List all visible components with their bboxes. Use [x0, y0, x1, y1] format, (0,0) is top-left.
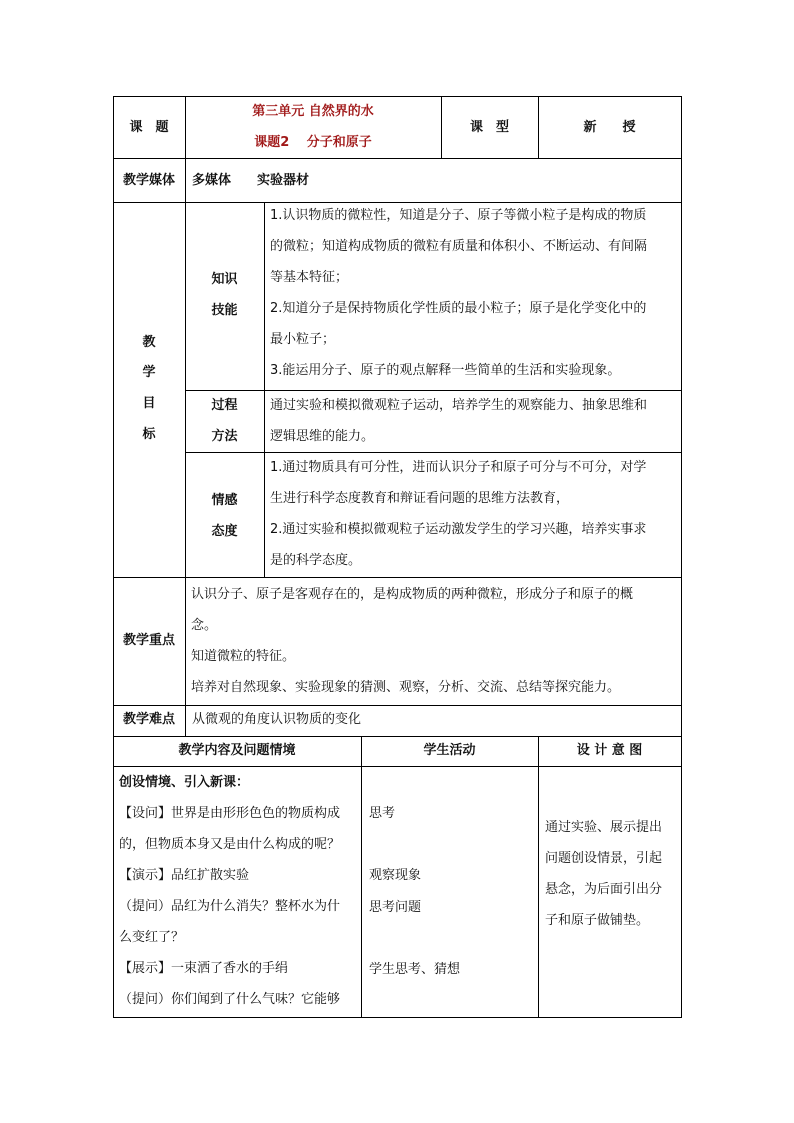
- process-text: [270, 390, 680, 452]
- text-line: 等基本特征；: [270, 270, 349, 285]
- knowledge-label: 知识: [211, 272, 238, 287]
- media-label: 教学媒体: [122, 173, 175, 188]
- knowledge-label: 技能: [211, 303, 238, 318]
- knowledge-text: [270, 200, 680, 386]
- text-line: 生进行科学态度教育和辩证看问题的思维方法教育，: [270, 491, 570, 506]
- text-line: 培养对自然现象、实验现象的猜测、观察，分析、交流、总结等探究能力。: [191, 680, 621, 695]
- lesson-plan-table: [113, 96, 682, 1018]
- table-border-bottom: [113, 1017, 682, 1018]
- student-activity: 观察现象: [369, 868, 422, 883]
- emotion-label: 态度: [211, 524, 238, 539]
- text-line: 1.通过物质具有可分性，进而认识分子和原子可分与不可分，对学: [270, 460, 647, 475]
- text-line: 问题创设情景，引起: [545, 851, 663, 866]
- text-line: 通过实验和模拟微观粒子运动，培养学生的观察能力、抽象思维和: [270, 398, 648, 413]
- text-line: 知道微粒的特征。: [191, 649, 296, 664]
- text-line: 3.能运用分子、原子的观点解释一些简单的生活和实验现象。: [270, 363, 621, 378]
- row-divider: [113, 158, 682, 159]
- media-value: 多媒体 实验器材: [192, 173, 310, 188]
- objectives-label-char: 目: [142, 396, 156, 411]
- row-divider: [113, 736, 682, 737]
- column-header-activity: 学生活动: [423, 743, 476, 758]
- text-line: 最小粒子；: [270, 332, 336, 347]
- row-divider: [113, 705, 682, 706]
- student-activity: 学生思考、猜想: [369, 962, 461, 977]
- difficulty-value: 从微观的角度认识物质的变化: [192, 712, 362, 727]
- text-line: 是的科学态度。: [270, 553, 362, 568]
- content-line: 【演示】品红扩散实验: [119, 868, 250, 883]
- type-value: 新 授: [583, 120, 636, 135]
- process-label: 过程: [211, 398, 238, 413]
- col-divider: [538, 736, 539, 1018]
- text-line: 2.通过实验和模拟微观粒子运动激发学生的学习兴趣，培养实事求: [270, 522, 647, 537]
- text-line: 逻辑思维的能力。: [270, 429, 375, 444]
- objectives-label-char: 教: [142, 335, 156, 350]
- type-label: 课 型: [469, 120, 509, 135]
- unit-title: 第三单元 自然界的水: [252, 104, 374, 119]
- row-divider: [113, 577, 682, 578]
- topic-label: 课 题: [129, 120, 169, 135]
- text-line: 子和原子做铺垫。: [545, 913, 650, 928]
- objectives-label-char: 标: [142, 427, 156, 442]
- content-heading: 创设情境、引入新课：: [119, 775, 250, 790]
- objectives-label-char: 学: [142, 365, 156, 380]
- text-line: 通过实验、展示提出: [545, 820, 663, 835]
- column-header-design: 设 计 意 图: [576, 743, 643, 758]
- column-header-content: 教学内容及问题情境: [178, 743, 296, 758]
- col-divider: [185, 96, 186, 737]
- content-line: （提问）品红为什么消失？整杯水为什: [119, 899, 341, 914]
- key-points-label: 教学重点: [122, 633, 175, 648]
- table-border-right: [681, 96, 682, 1018]
- content-line: 【展示】一束洒了香水的手绢: [119, 961, 289, 976]
- student-activity: 思考问题: [369, 900, 422, 915]
- text-line: 的微粒；知道构成物质的微粒有质量和体积小、不断运动、有间隔: [270, 239, 648, 254]
- col-divider: [264, 202, 265, 578]
- text-line: 悬念，为后面引出分: [545, 882, 663, 897]
- content-line: 么变红了？: [119, 930, 185, 945]
- content-line: 【设问】世界是由形形色色的物质构成: [119, 806, 341, 821]
- col-divider: [361, 736, 362, 1018]
- emotion-text: [270, 452, 680, 576]
- emotion-label: 情感: [211, 493, 238, 508]
- table-border-left: [113, 96, 114, 1018]
- text-line: 2.知道分子是保持物质化学性质的最小粒子；原子是化学变化中的: [270, 301, 647, 316]
- design-intent: [545, 812, 679, 936]
- content-line: 的，但物质本身又是由什么构成的呢？: [119, 837, 341, 852]
- lesson-title: 课题2 分子和原子: [254, 135, 372, 150]
- text-line: 认识分子、原子是客观存在的，是构成物质的两种微粒，形成分子和原子的概: [191, 587, 634, 602]
- student-activity: 思考: [369, 806, 396, 821]
- process-label: 方法: [211, 429, 238, 444]
- text-line: 1.认识物质的微粒性，知道是分子、原子等微小粒子是构成的物质: [270, 208, 647, 223]
- lesson-content: [119, 767, 359, 1015]
- difficulty-label: 教学难点: [122, 712, 175, 727]
- content-line: （提问）你们闻到了什么气味？它能够: [119, 992, 341, 1007]
- text-line: 念。: [191, 618, 218, 633]
- table-border-top: [113, 96, 682, 97]
- key-points-text: [191, 579, 679, 703]
